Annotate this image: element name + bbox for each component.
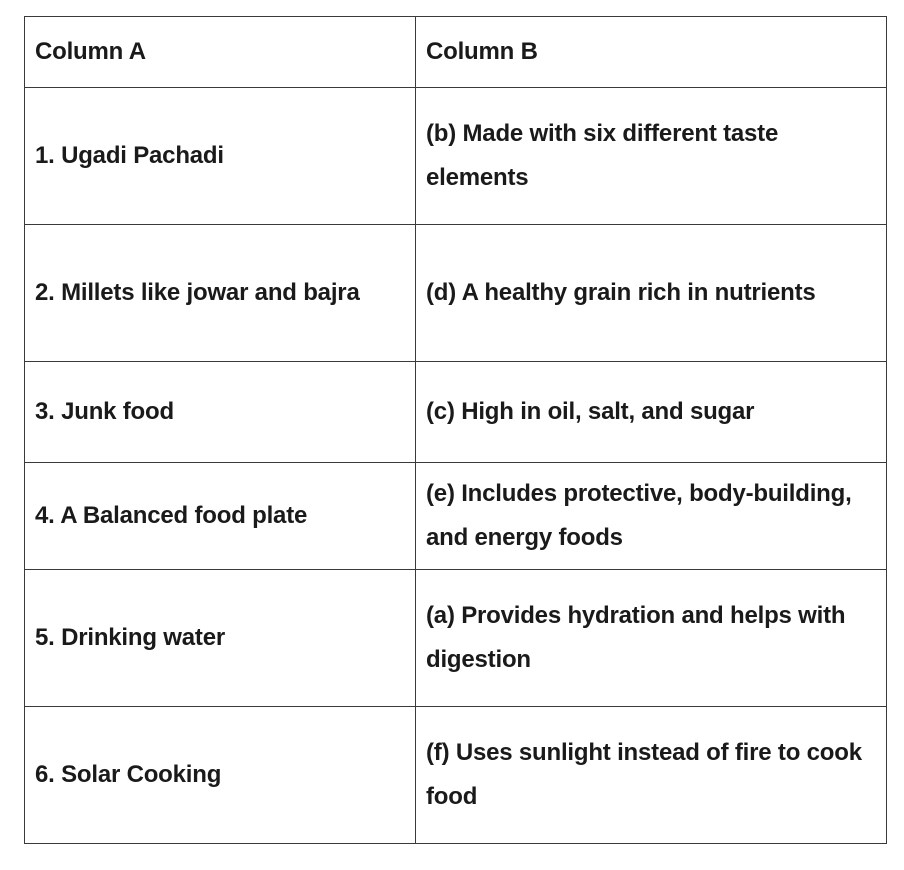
column-b-cell: (a) Provides hydration and helps with digestion bbox=[416, 570, 887, 707]
column-b-cell: (d) A healthy grain rich in nutrients bbox=[416, 225, 887, 362]
table-header-row bbox=[25, 17, 887, 88]
column-a-cell: 2. Millets like jowar and bajra bbox=[25, 225, 416, 362]
column-b-header: Column B bbox=[416, 17, 887, 88]
column-a-cell: 3. Junk food bbox=[25, 362, 416, 463]
table-row bbox=[25, 362, 887, 463]
column-a-cell: 1. Ugadi Pachadi bbox=[25, 88, 416, 225]
column-b-cell: (e) Includes protective, body-building, and energy foods bbox=[416, 463, 887, 570]
column-a-cell: 6. Solar Cooking bbox=[25, 707, 416, 844]
column-a-cell: 4. A Balanced food plate bbox=[25, 463, 416, 570]
matching-table bbox=[24, 16, 887, 844]
table-row bbox=[25, 707, 887, 844]
column-b-cell: (f) Uses sunlight instead of fire to cook food bbox=[416, 707, 887, 844]
column-b-cell: (c) High in oil, salt, and sugar bbox=[416, 362, 887, 463]
column-a-cell: 5. Drinking water bbox=[25, 570, 416, 707]
table-row bbox=[25, 88, 887, 225]
column-a-header: Column A bbox=[25, 17, 416, 88]
table-row bbox=[25, 570, 887, 707]
table-row bbox=[25, 225, 887, 362]
column-b-cell: (b) Made with six different taste elements bbox=[416, 88, 887, 225]
table-row bbox=[25, 463, 887, 570]
